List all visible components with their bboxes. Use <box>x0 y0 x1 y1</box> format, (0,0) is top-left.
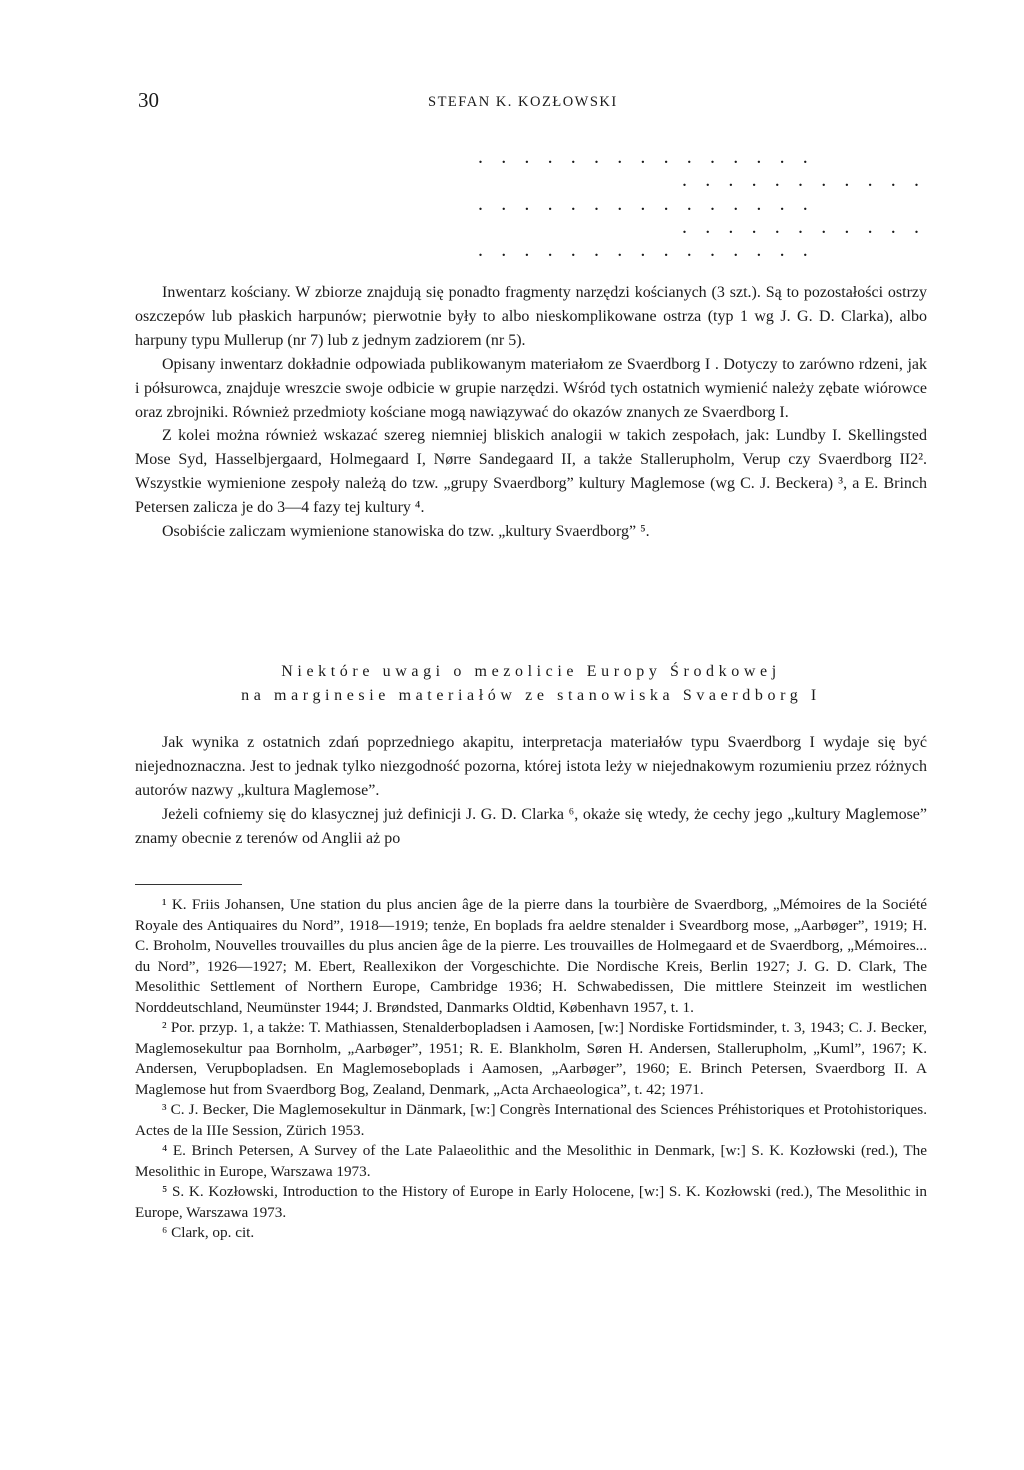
body-text-continued <box>135 731 927 851</box>
footnotes <box>135 895 927 1244</box>
body-text <box>135 281 927 544</box>
omission-line: . . . . . . . . . . . . . . . <box>478 146 815 168</box>
footnote-rule <box>135 884 242 885</box>
omission-line: . . . . . . . . . . . <box>682 169 926 191</box>
omission-line: . . . . . . . . . . . . . . . <box>478 193 815 215</box>
paragraph: Inwentarz kościany. W zbiorze znajdują się ponadto fragmenty narzędzi kościanych (3 szt.). Są to pozostałości ostrzy oszczepów lub płaskich harpunów; pierwotnie były to albo nieskomplikowane ostrza (typ 1 wg J. G. D. Clarka), albo harpuny typu Mullerup (nr 7) lub z jednym zadziorem (nr 5). <box>135 284 927 349</box>
section-heading-line: Niektóre uwagi o mezolicie Europy Środkowej <box>281 663 781 680</box>
footnote: ⁵ S. K. Kozłowski, Introduction to the History of Europe in Early Holocene, [w:] S. K. Kozłowski (red.), The Mesolithic in Europe, Warszawa 1973. <box>135 1183 927 1221</box>
omission-line: . . . . . . . . . . . <box>682 216 926 238</box>
running-title: STEFAN K. KOZŁOWSKI <box>428 94 618 110</box>
section-heading-line: na marginesie materiałów ze stanowiska Svaerdborg I <box>241 687 821 704</box>
running-header <box>138 88 898 118</box>
footnote: ² Por. przyp. 1, a także: T. Mathiassen, Stenalderbopladsen i Aamosen, [w:] Nordiske Fortidsminder, t. 3, 1943; C. J. Becker, Maglemosekultur paa Bornholm, „Aarbøger”, 1951; R. E. Blankholm, Søren H. Andersen, Stallerupholm, „Kuml”, 1967; K. Andersen, Verupbopladsen. En Maglemoseboplads i Aamosen, „Aarbøger”, 1960; E. Brinch Petersen, Svaerdborg II. A Maglemose hut from Svaerdborg Bog, Zealand, Denmark, „Acta Archaeologica”, t. 42; 1971. <box>135 1019 927 1098</box>
footnote: ⁶ Clark, op. cit. <box>162 1224 255 1241</box>
footnote: ¹ K. Friis Johansen, Une station du plus ancien âge de la pierre dans la tourbière de Svaerdborg, „Mémoires de la Société Royale des Antiquaires du Nord”, 1918—1919; tenże, En boplads fra aeldre stenalder i Sveardborg mose, „Aarbøger”, 1919; H. C. Broholm, Nouvelles trouvailles du plus ancien âge de la pierre. Les trouvailles de Holmegaard et de Svaerdborg, „Mémoires... du Nord”, 1926—1927; M. Ebert, Reallexikon der Vorgeschichte. Die Nordische Kreis, Berlin 1927; J. G. D. Clark, The Mesolithic Settlement of Northern Europe, Cambridge 1936; H. Schwabedissen, Die mittlere Steinzeit im westlichen Norddeutschland, Neumünster 1944; J. Brøndsted, Danmarks Oldtid, København 1957, t. 1. <box>135 896 927 1016</box>
paragraph: Jeżeli cofniemy się do klasycznej już definicji J. G. D. Clarka ⁶, okaże się wtedy, że cechy jego „kultury Maglemose” znamy obecnie z terenów od Anglii aż po <box>135 805 927 847</box>
section-heading <box>135 660 927 708</box>
paragraph: Opisany inwentarz dokładnie odpowiada publikowanym materiałom ze Svaerdborg I . Dotyczy to zarówno rdzeni, jak i półsurowca, znajduje wreszcie swoje odbicie w grupie narzędzi. Wśród tych ostatnich wymienić należy zębate wiórowce oraz zbrojniki. Również przedmioty kościane mogą nawiązywać do okazów znanych ze Svaerdborg I. <box>135 355 927 421</box>
footnote: ⁴ E. Brinch Petersen, A Survey of the Late Palaeolithic and the Mesolithic in Denmark, [w:] S. K. Kozłowski (red.), The Mesolithic in Europe, Warszawa 1973. <box>135 1142 927 1180</box>
paragraph: Jak wynika z ostatnich zdań poprzedniego akapitu, interpretacja materiałów typu Svaerdborg I wydaje się być niejednoznaczna. Jest to jednak tylko niezgodność pozorna, której istota leży w niejednakowym rozumieniu przez różnych autorów nazwy „kultura Maglemose”. <box>135 734 927 799</box>
footnote: ³ C. J. Becker, Die Maglemosekultur in Dänmark, [w:] Congrès International des Sciences Préhistoriques et Protohistoriques. Actes de la IIIe Session, Zürich 1953. <box>135 1101 927 1139</box>
paragraph: Osobiście zaliczam wymienione stanowiska do tzw. „kultury Svaerdborg” ⁵. <box>162 523 650 541</box>
paragraph: Z kolei można również wskazać szereg niemniej bliskich analogii w takich zespołach, jak: Lundby I. Skellingsted Mose Syd, Hasselbjergaard, Holmegaard I, Nørre Sandegaard II, a także Stallerupholm, Verup czy Svaerdborg II2². Wszystkie wymienione zespoły należą do tzw. „grupy Svaerdborg” kultury Maglemose (wg C. J. Beckera) ³, a E. Brinch Petersen zalicza je do 3—4 fazy tej kultury ⁴. <box>135 427 927 517</box>
page-number: 30 <box>138 88 159 112</box>
omission-line: . . . . . . . . . . . . . . . <box>478 239 815 261</box>
